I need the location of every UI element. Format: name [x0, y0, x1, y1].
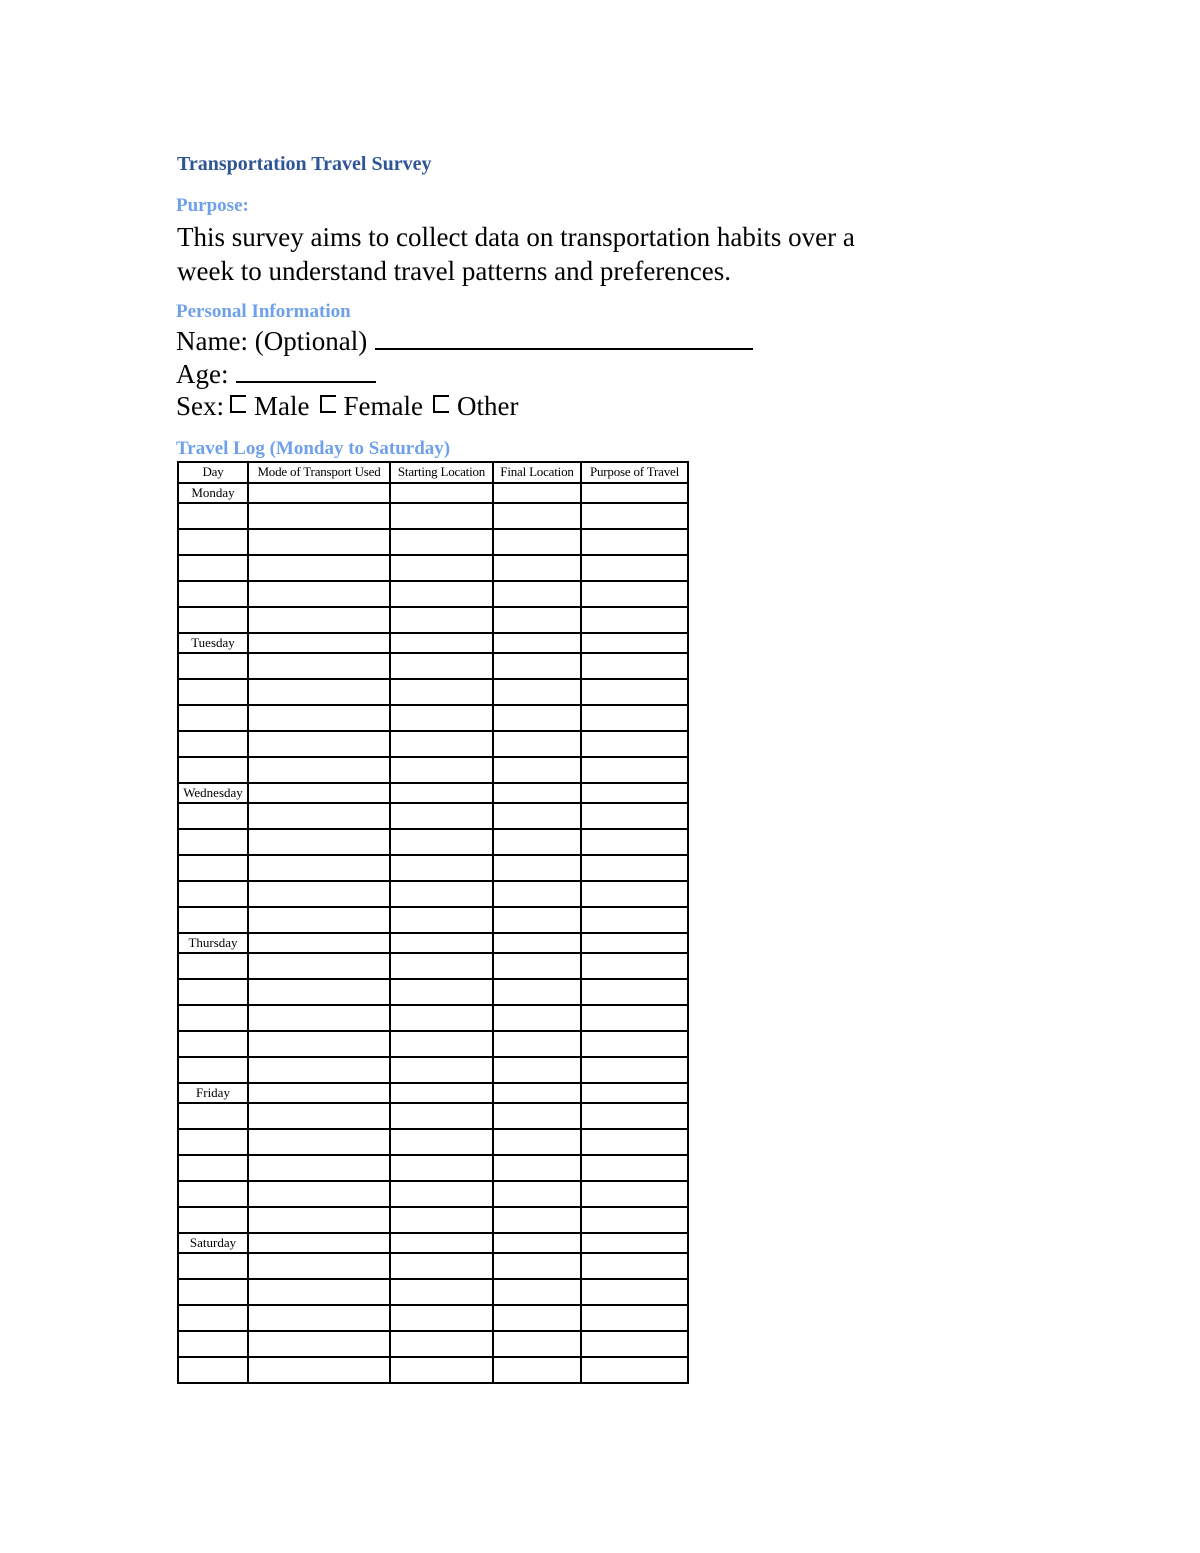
table-cell[interactable]	[390, 555, 493, 581]
table-cell[interactable]	[248, 1357, 390, 1383]
table-cell[interactable]	[581, 1253, 688, 1279]
day-blank-cell[interactable]	[178, 503, 248, 529]
table-cell[interactable]	[390, 529, 493, 555]
table-cell[interactable]	[493, 829, 581, 855]
table-cell[interactable]	[581, 607, 688, 633]
table-cell[interactable]	[248, 1253, 390, 1279]
table-row	[178, 855, 688, 881]
table-cell[interactable]	[248, 757, 390, 783]
table-cell[interactable]	[390, 933, 493, 953]
table-cell[interactable]	[248, 1083, 390, 1103]
table-cell[interactable]	[390, 607, 493, 633]
table-cell[interactable]	[493, 1155, 581, 1181]
table-cell[interactable]	[493, 1253, 581, 1279]
table-row-day	[178, 783, 688, 803]
table-cell[interactable]	[493, 483, 581, 503]
table-cell[interactable]	[581, 1103, 688, 1129]
table-cell[interactable]	[248, 1031, 390, 1057]
table-row	[178, 953, 688, 979]
table-cell[interactable]	[390, 653, 493, 679]
table-cell[interactable]	[493, 1233, 581, 1253]
day-blank-cell[interactable]	[178, 1305, 248, 1331]
table-cell[interactable]	[581, 503, 688, 529]
table-cell[interactable]	[390, 679, 493, 705]
table-row-day	[178, 1233, 688, 1253]
table-row	[178, 803, 688, 829]
column-header-purpose: Purpose of Travel	[581, 462, 688, 483]
day-blank-cell[interactable]	[178, 855, 248, 881]
table-cell[interactable]	[493, 731, 581, 757]
table-cell[interactable]	[248, 907, 390, 933]
table-cell[interactable]	[581, 1357, 688, 1383]
table-cell[interactable]	[248, 881, 390, 907]
table-row	[178, 679, 688, 705]
table-row	[178, 829, 688, 855]
table-cell[interactable]	[581, 1031, 688, 1057]
table-cell[interactable]	[493, 1083, 581, 1103]
day-cell: Monday	[178, 483, 248, 503]
day-blank-cell[interactable]	[178, 1103, 248, 1129]
table-row	[178, 731, 688, 757]
table-cell[interactable]	[390, 1031, 493, 1057]
document-title: Transportation Travel Survey	[177, 153, 432, 175]
table-cell[interactable]	[493, 1207, 581, 1233]
table-cell[interactable]	[390, 1129, 493, 1155]
table-cell[interactable]	[581, 633, 688, 653]
table-cell[interactable]	[390, 757, 493, 783]
table-cell[interactable]	[493, 881, 581, 907]
table-cell[interactable]	[493, 607, 581, 633]
table-cell[interactable]	[493, 757, 581, 783]
table-cell[interactable]	[248, 803, 390, 829]
table-cell[interactable]	[248, 731, 390, 757]
day-cell: Thursday	[178, 933, 248, 953]
day-blank-cell[interactable]	[178, 1031, 248, 1057]
column-header-day: Day	[178, 462, 248, 483]
table-cell[interactable]	[581, 979, 688, 1005]
table-cell[interactable]	[248, 679, 390, 705]
table-header-row	[178, 462, 688, 483]
table-row-day	[178, 633, 688, 653]
table-cell[interactable]	[390, 1103, 493, 1129]
table-cell[interactable]	[581, 829, 688, 855]
table-cell[interactable]	[581, 483, 688, 503]
table-cell[interactable]	[390, 979, 493, 1005]
other-checkbox[interactable]	[433, 395, 449, 413]
table-cell[interactable]	[493, 979, 581, 1005]
table-row	[178, 1103, 688, 1129]
table-cell[interactable]	[581, 1207, 688, 1233]
table-cell[interactable]	[581, 1057, 688, 1083]
day-blank-cell[interactable]	[178, 731, 248, 757]
table-cell[interactable]	[581, 757, 688, 783]
day-cell: Friday	[178, 1083, 248, 1103]
table-cell[interactable]	[493, 953, 581, 979]
table-row	[178, 1305, 688, 1331]
table-cell[interactable]	[248, 829, 390, 855]
day-blank-cell[interactable]	[178, 1207, 248, 1233]
table-row	[178, 705, 688, 731]
day-blank-cell[interactable]	[178, 679, 248, 705]
table-row	[178, 1031, 688, 1057]
table-cell[interactable]	[581, 1233, 688, 1253]
age-label: Age:	[176, 359, 229, 389]
table-cell[interactable]	[248, 1331, 390, 1357]
day-blank-cell[interactable]	[178, 653, 248, 679]
table-cell[interactable]	[581, 783, 688, 803]
table-cell[interactable]	[248, 1057, 390, 1083]
table-cell[interactable]	[493, 1331, 581, 1357]
table-cell[interactable]	[493, 653, 581, 679]
table-row	[178, 607, 688, 633]
table-row	[178, 1057, 688, 1083]
table-cell[interactable]	[493, 1181, 581, 1207]
table-cell[interactable]	[581, 1305, 688, 1331]
table-cell[interactable]	[390, 1253, 493, 1279]
column-header-starting-location: Starting Location	[390, 462, 493, 483]
table-cell[interactable]	[390, 705, 493, 731]
table-cell[interactable]	[390, 829, 493, 855]
table-cell[interactable]	[390, 731, 493, 757]
table-row	[178, 653, 688, 679]
name-label: Name: (Optional)	[176, 326, 368, 356]
table-cell[interactable]	[493, 679, 581, 705]
day-blank-cell[interactable]	[178, 1005, 248, 1031]
table-cell[interactable]	[248, 607, 390, 633]
day-blank-cell[interactable]	[178, 829, 248, 855]
table-cell[interactable]	[390, 1331, 493, 1357]
day-blank-cell[interactable]	[178, 953, 248, 979]
table-cell[interactable]	[248, 1305, 390, 1331]
table-cell[interactable]	[493, 529, 581, 555]
table-cell[interactable]	[390, 1005, 493, 1031]
table-cell[interactable]	[248, 1005, 390, 1031]
table-cell[interactable]	[248, 783, 390, 803]
table-cell[interactable]	[390, 1279, 493, 1305]
table-row	[178, 529, 688, 555]
table-row	[178, 1005, 688, 1031]
table-cell[interactable]	[248, 933, 390, 953]
female-checkbox[interactable]	[320, 395, 336, 413]
table-cell[interactable]	[390, 581, 493, 607]
sex-option-male: Male	[254, 391, 310, 421]
day-blank-cell[interactable]	[178, 705, 248, 731]
day-blank-cell[interactable]	[178, 1331, 248, 1357]
column-header-mode: Mode of Transport Used	[248, 462, 390, 483]
day-blank-cell[interactable]	[178, 979, 248, 1005]
day-blank-cell[interactable]	[178, 1253, 248, 1279]
table-cell[interactable]	[581, 529, 688, 555]
table-cell[interactable]	[493, 1031, 581, 1057]
table-row	[178, 581, 688, 607]
table-row	[178, 1181, 688, 1207]
table-cell[interactable]	[248, 1233, 390, 1253]
table-cell[interactable]	[581, 907, 688, 933]
table-cell[interactable]	[390, 803, 493, 829]
table-cell[interactable]	[581, 1181, 688, 1207]
table-cell[interactable]	[248, 1181, 390, 1207]
sex-option-other: Other	[456, 391, 519, 421]
sex-field	[176, 390, 522, 423]
table-cell[interactable]	[493, 1279, 581, 1305]
table-cell[interactable]	[493, 855, 581, 881]
table-row-day	[178, 483, 688, 503]
purpose-text: This survey aims to collect data on transportation habits over a week to understand travel patterns and preferences.	[177, 222, 855, 286]
day-blank-cell[interactable]	[178, 581, 248, 607]
table-cell[interactable]	[248, 953, 390, 979]
table-cell[interactable]	[581, 731, 688, 757]
travel-log-heading: Travel Log (Monday to Saturday)	[176, 438, 451, 459]
table-row	[178, 1279, 688, 1305]
table-cell[interactable]	[248, 653, 390, 679]
table-cell[interactable]	[390, 1057, 493, 1083]
table-cell[interactable]	[493, 803, 581, 829]
table-cell[interactable]	[581, 1331, 688, 1357]
day-blank-cell[interactable]	[178, 529, 248, 555]
table-row	[178, 555, 688, 581]
table-cell[interactable]	[493, 1305, 581, 1331]
table-cell[interactable]	[390, 881, 493, 907]
day-cell: Saturday	[178, 1233, 248, 1253]
day-blank-cell[interactable]	[178, 757, 248, 783]
name-blank-line[interactable]	[375, 326, 753, 350]
table-cell[interactable]	[581, 1083, 688, 1103]
travel-log-table	[177, 461, 689, 1384]
day-blank-cell[interactable]	[178, 1155, 248, 1181]
day-blank-cell[interactable]	[178, 1181, 248, 1207]
table-cell[interactable]	[390, 953, 493, 979]
table-row-day	[178, 933, 688, 953]
table-cell[interactable]	[581, 803, 688, 829]
table-cell[interactable]	[493, 1057, 581, 1083]
table-row	[178, 979, 688, 1005]
table-cell[interactable]	[390, 1155, 493, 1181]
table-cell[interactable]	[248, 979, 390, 1005]
table-cell[interactable]	[493, 633, 581, 653]
name-field	[176, 325, 753, 358]
table-row	[178, 1155, 688, 1181]
day-blank-cell[interactable]	[178, 907, 248, 933]
table-row	[178, 1253, 688, 1279]
table-cell[interactable]	[248, 1129, 390, 1155]
table-cell[interactable]	[581, 705, 688, 731]
table-cell[interactable]	[581, 881, 688, 907]
day-blank-cell[interactable]	[178, 555, 248, 581]
table-cell[interactable]	[248, 503, 390, 529]
table-cell[interactable]	[248, 1207, 390, 1233]
table-cell[interactable]	[581, 555, 688, 581]
table-row	[178, 1331, 688, 1357]
table-cell[interactable]	[493, 555, 581, 581]
age-field	[176, 358, 376, 391]
table-cell[interactable]	[390, 483, 493, 503]
table-cell[interactable]	[581, 653, 688, 679]
table-cell[interactable]	[581, 1005, 688, 1031]
table-cell[interactable]	[581, 1155, 688, 1181]
column-header-final-location: Final Location	[493, 462, 581, 483]
table-cell[interactable]	[248, 555, 390, 581]
table-row	[178, 1357, 688, 1383]
table-cell[interactable]	[390, 1181, 493, 1207]
table-cell[interactable]	[248, 483, 390, 503]
table-cell[interactable]	[493, 933, 581, 953]
table-cell[interactable]	[493, 705, 581, 731]
table-cell[interactable]	[248, 1279, 390, 1305]
table-cell[interactable]	[581, 953, 688, 979]
day-blank-cell[interactable]	[178, 1279, 248, 1305]
table-cell[interactable]	[493, 1357, 581, 1383]
table-cell[interactable]	[581, 581, 688, 607]
day-blank-cell[interactable]	[178, 803, 248, 829]
personal-information-heading: Personal Information	[176, 301, 351, 322]
sex-label: Sex:	[176, 391, 225, 421]
table-row	[178, 881, 688, 907]
table-cell[interactable]	[390, 907, 493, 933]
table-cell[interactable]	[581, 1129, 688, 1155]
table-cell[interactable]	[581, 855, 688, 881]
table-cell[interactable]	[248, 633, 390, 653]
table-cell[interactable]	[390, 783, 493, 803]
table-cell[interactable]	[493, 581, 581, 607]
age-blank-line[interactable]	[236, 359, 376, 383]
table-cell[interactable]	[493, 907, 581, 933]
table-cell[interactable]	[248, 581, 390, 607]
table-cell[interactable]	[248, 1103, 390, 1129]
table-row	[178, 907, 688, 933]
table-cell[interactable]	[390, 855, 493, 881]
table-cell[interactable]	[248, 855, 390, 881]
table-row	[178, 757, 688, 783]
table-cell[interactable]	[493, 783, 581, 803]
table-cell[interactable]	[390, 503, 493, 529]
table-cell[interactable]	[248, 1155, 390, 1181]
male-checkbox[interactable]	[230, 395, 246, 413]
table-cell[interactable]	[390, 1305, 493, 1331]
day-blank-cell[interactable]	[178, 1129, 248, 1155]
day-cell: Tuesday	[178, 633, 248, 653]
table-cell[interactable]	[493, 1005, 581, 1031]
table-cell[interactable]	[493, 1103, 581, 1129]
travel-log-body	[178, 483, 688, 1383]
table-cell[interactable]	[390, 1207, 493, 1233]
table-cell[interactable]	[581, 933, 688, 953]
table-row	[178, 503, 688, 529]
table-cell[interactable]	[581, 1279, 688, 1305]
table-cell[interactable]	[581, 679, 688, 705]
day-blank-cell[interactable]	[178, 881, 248, 907]
table-cell[interactable]	[390, 633, 493, 653]
table-cell[interactable]	[248, 529, 390, 555]
table-row	[178, 1129, 688, 1155]
sex-option-female: Female	[343, 391, 423, 421]
table-cell[interactable]	[390, 1233, 493, 1253]
table-cell[interactable]	[493, 503, 581, 529]
table-cell[interactable]	[390, 1357, 493, 1383]
day-blank-cell[interactable]	[178, 1057, 248, 1083]
purpose-heading: Purpose:	[176, 195, 249, 216]
table-cell[interactable]	[248, 705, 390, 731]
day-cell: Wednesday	[178, 783, 248, 803]
table-cell[interactable]	[390, 1083, 493, 1103]
day-blank-cell[interactable]	[178, 607, 248, 633]
day-blank-cell[interactable]	[178, 1357, 248, 1383]
table-row	[178, 1207, 688, 1233]
table-cell[interactable]	[493, 1129, 581, 1155]
table-row-day	[178, 1083, 688, 1103]
